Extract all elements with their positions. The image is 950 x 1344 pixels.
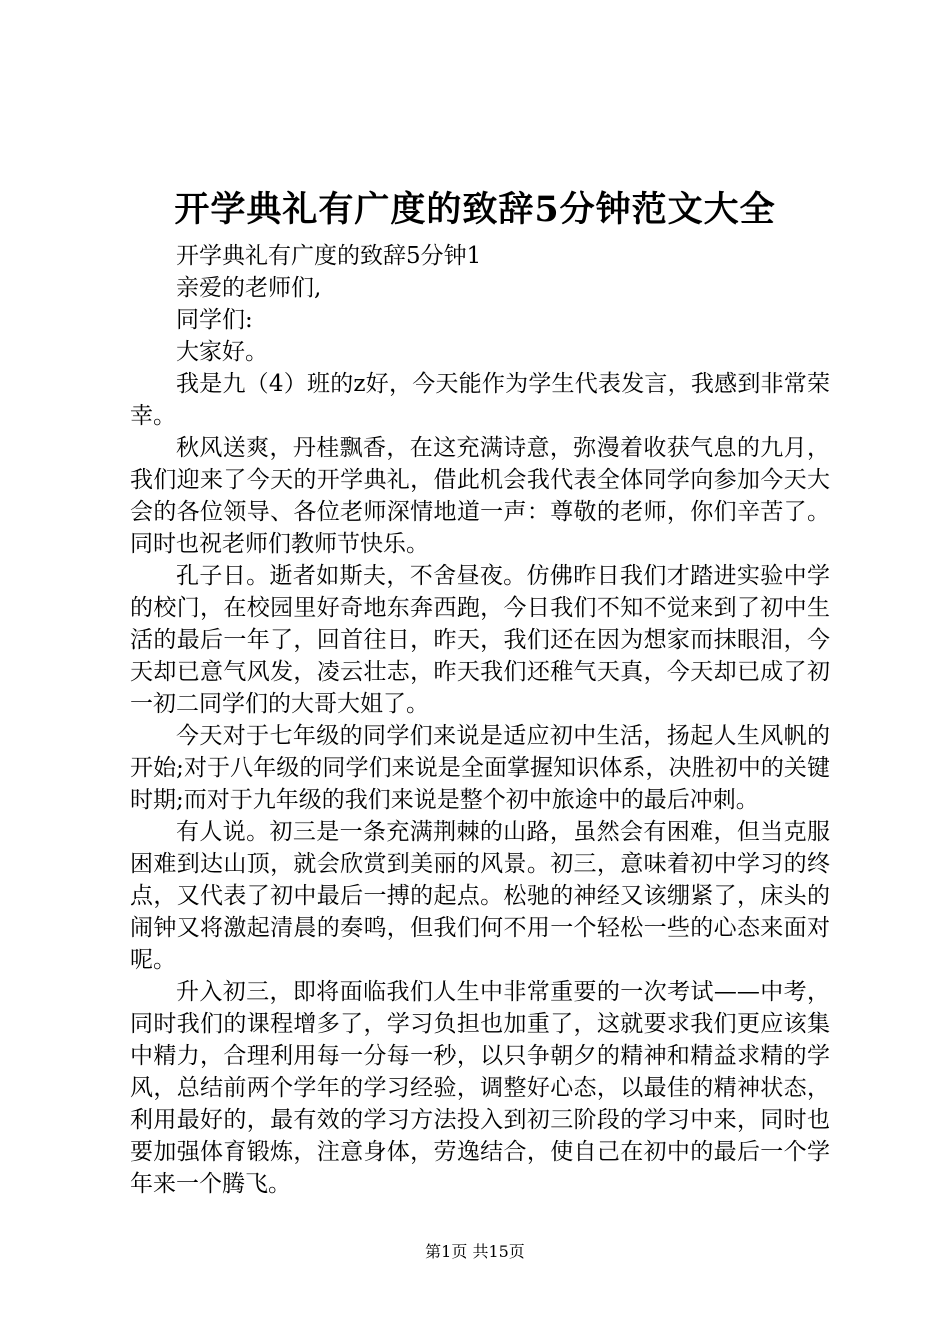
paragraph-salutation-teachers: 亲爱的老师们, xyxy=(176,275,322,301)
paragraph-confucius: 孔子日。逝者如斯夫，不舍昼夜。仿佛昨日我们才踏进实验中学的校门，在校园里好奇地东奔西跑，今日我们不知不觉来到了初中生活的最后一年了，回首往日，昨天，我们还在因为想家而抹眼泪，今天却已意气风发，凌云壮志，昨天我们还稚气天真，今天却已成了初一初二同学们的大哥大姐了。 xyxy=(130,563,830,717)
document-body xyxy=(130,240,830,1200)
paragraph-grades: 今天对于七年级的同学们来说是适应初中生活，扬起人生风帆的开始;对于八年级的同学们来说是全面掌握知识体系，决胜初中的关键时期;而对于九年级的我们来说是整个初中旅途中的最后冲刺。 xyxy=(130,723,830,813)
paragraph-autumn: 秋风送爽，丹桂飘香，在这充满诗意，弥漫着收获气息的九月，我们迎来了今天的开学典礼，借此机会我代表全体同学向参加今天大会的各位领导、各位老师深情地道一声：尊敬的老师，你们辛苦了。同时也祝老师们教师节快乐。 xyxy=(130,435,830,557)
page-number-footer: 第1页 共15页 xyxy=(425,1242,525,1261)
paragraph-introduction: 我是九（4）班的z好，今天能作为学生代表发言，我感到非常荣幸。 xyxy=(130,371,830,429)
document-title: 开学典礼有广度的致辞5分钟范文大全 xyxy=(174,189,776,230)
paragraph-heading: 开学典礼有广度的致辞5分钟1 xyxy=(176,243,482,269)
paragraph-greeting: 大家好。 xyxy=(176,339,268,365)
paragraph-salutation-students: 同学们: xyxy=(176,307,253,333)
paragraph-exam: 升入初三，即将面临我们人生中非常重要的一次考试——中考，同时我们的课程增多了，学习负担也加重了，这就要求我们更应该集中精力，合理利用每一分每一秒，以只争朝夕的精神和精益求精的学风，总结前两个学年的学习经验，调整好心态，以最佳的精神状态，利用最好的，最有效的学习方法投入到初三阶段的学习中来，同时也要加强体育锻炼，注意身体，劳逸结合，使自己在初中的最后一个学年来一个腾飞。 xyxy=(130,979,830,1197)
paragraph-mountain: 有人说。初三是一条充满荆棘的山路，虽然会有困难，但当克服困难到达山顶，就会欣赏到美丽的风景。初三，意味着初中学习的终点，又代表了初中最后一搏的起点。松驰的神经又该绷紧了，床头的闹钟又将激起清晨的奏鸣，但我们何不用一个轻松一些的心态来面对呢。 xyxy=(130,819,830,973)
